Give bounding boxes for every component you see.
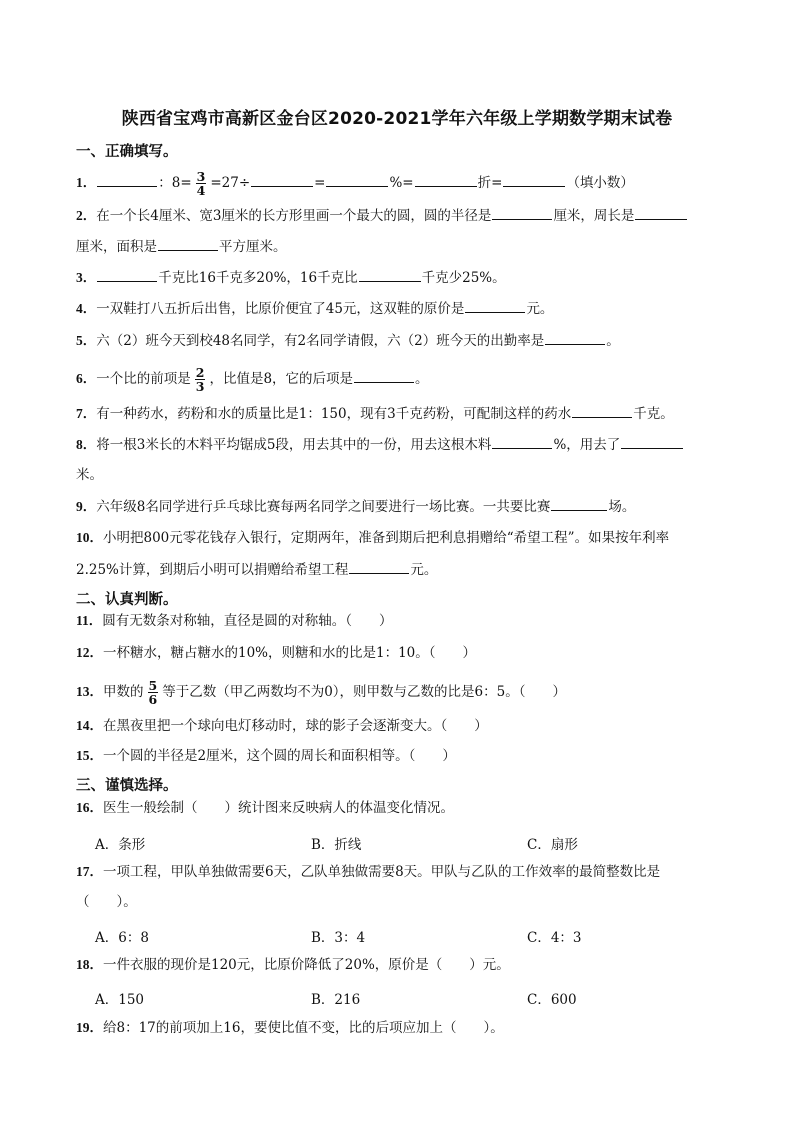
question-number: 13． bbox=[76, 684, 103, 699]
question-number: 8． bbox=[76, 437, 97, 452]
fraction: $\frac{3}{4}$ bbox=[196, 169, 206, 198]
question-number: 19． bbox=[76, 1020, 103, 1035]
question-text: 一件衣服的现价是120元，比原价降低了20%，原价是（ ）元。 bbox=[103, 957, 510, 973]
question-text: ，比值是8，它的后项是 bbox=[209, 371, 354, 387]
answer-blank[interactable] bbox=[158, 237, 218, 251]
question-16 bbox=[76, 798, 751, 818]
question-13 bbox=[76, 679, 751, 706]
question-text: 2.25%计算，到期后小明可以捐赠给希望工程 bbox=[76, 562, 349, 578]
question-text: 一个圆的半径是2厘米，这个圆的周长和面积相等。（ ） bbox=[103, 748, 456, 764]
answer-blank[interactable] bbox=[97, 268, 157, 282]
answer-blank[interactable] bbox=[415, 173, 477, 187]
answer-blank[interactable] bbox=[551, 497, 607, 511]
question-text: 一双鞋打八五折后出售，比原价便宜了45元，这双鞋的原价是 bbox=[96, 301, 465, 317]
answer-blank[interactable] bbox=[97, 173, 157, 187]
answer-blank[interactable] bbox=[492, 206, 552, 220]
question-text: 元。 bbox=[526, 301, 554, 317]
question-text: 。 bbox=[415, 371, 429, 387]
question-17 bbox=[76, 862, 751, 882]
question-text: 将一根3米长的木料平均锯成5段，用去其中的一份，用去这根木料 bbox=[96, 437, 492, 453]
question-text: 米。 bbox=[76, 467, 103, 483]
question-number: 14． bbox=[76, 718, 103, 733]
option-b[interactable]: B．216 bbox=[311, 992, 361, 1008]
question-10 bbox=[76, 528, 751, 548]
answer-blank[interactable] bbox=[465, 299, 525, 313]
question-number: 3． bbox=[76, 270, 97, 285]
question-text: ：8= bbox=[158, 175, 192, 191]
answer-blank[interactable] bbox=[572, 404, 632, 418]
question-18 bbox=[76, 955, 751, 975]
question-text: 医生一般绘制（ ）统计图来反映病人的体温变化情况。 bbox=[103, 800, 454, 816]
question-text: 场。 bbox=[608, 499, 636, 515]
question-2 bbox=[76, 206, 751, 226]
answer-blank[interactable] bbox=[621, 435, 683, 449]
question-number: 1． bbox=[76, 175, 97, 190]
question-number: 18． bbox=[76, 957, 103, 972]
question-text: 给8：17的前项加上16，要使比值不变，比的后项应加上（ ）。 bbox=[103, 1020, 504, 1036]
question-text: 折= bbox=[477, 175, 503, 191]
option-b[interactable]: B．折线 bbox=[311, 837, 362, 853]
question-17-cont bbox=[76, 892, 751, 912]
question-text: （ ）。 bbox=[76, 894, 137, 910]
question-text: 等于乙数（甲乙两数均不为0），则甲数与乙数的比是6：5。（ ） bbox=[162, 684, 566, 700]
question-text: 一杯糖水，糖占糖水的10%，则糖和水的比是1：10。（ ） bbox=[103, 645, 477, 661]
question-3 bbox=[76, 268, 751, 288]
question-12 bbox=[76, 643, 751, 663]
option-a[interactable]: A．6：8 bbox=[95, 930, 149, 946]
answer-blank[interactable] bbox=[545, 331, 605, 345]
question-text: %= bbox=[389, 175, 414, 191]
question-7 bbox=[76, 404, 751, 424]
option-c[interactable]: C．4：3 bbox=[527, 930, 582, 946]
answer-blank[interactable] bbox=[635, 206, 687, 220]
question-4 bbox=[76, 299, 751, 319]
question-6 bbox=[76, 366, 751, 393]
question-text: 一项工程，甲队单独做需要6天，乙队单独做需要8天。甲队与乙队的工作效率的最简整数比是 bbox=[103, 864, 661, 880]
question-9 bbox=[76, 497, 751, 517]
answer-blank[interactable] bbox=[326, 173, 388, 187]
section-heading-judge: 二、认真判断。 bbox=[76, 592, 178, 608]
question-text: 六（2）班今天到校48名同学，有2名同学请假，六（2）班今天的出勤率是 bbox=[96, 333, 545, 349]
question-number: 17． bbox=[76, 864, 103, 879]
question-text: 元。 bbox=[410, 562, 438, 578]
question-15 bbox=[76, 746, 751, 766]
question-text: 在黑夜里把一个球向电灯移动时，球的影子会逐渐变大。（ ） bbox=[103, 718, 488, 734]
question-text: 厘米，周长是 bbox=[553, 208, 635, 224]
question-2-cont bbox=[76, 237, 751, 257]
question-number: 15． bbox=[76, 748, 103, 763]
question-text: 千克。 bbox=[633, 406, 674, 422]
option-c[interactable]: C．600 bbox=[527, 992, 577, 1008]
question-number: 11． bbox=[76, 613, 103, 628]
exam-title: 陕西省宝鸡市高新区金台区2020-2021学年六年级上学期数学期末试卷 bbox=[121, 109, 673, 129]
question-14 bbox=[76, 716, 751, 736]
question-text: 六年级8名同学进行乒乓球比赛每两名同学之间要进行一场比赛。一共要比赛 bbox=[96, 499, 551, 515]
fraction: $\frac{2}{3}$ bbox=[195, 365, 205, 394]
question-number: 9． bbox=[76, 499, 97, 514]
answer-blank[interactable] bbox=[359, 268, 421, 282]
question-text: 甲数的 bbox=[103, 684, 144, 700]
answer-blank[interactable] bbox=[349, 560, 409, 574]
question-text: 厘米，面积是 bbox=[76, 239, 157, 255]
question-number: 6． bbox=[76, 371, 97, 386]
question-1 bbox=[76, 170, 751, 197]
question-number: 10． bbox=[76, 530, 103, 545]
question-text: （填小数） bbox=[566, 175, 634, 191]
section-heading-choice: 三、谨慎选择。 bbox=[76, 778, 178, 794]
question-10-cont bbox=[76, 560, 751, 580]
option-a[interactable]: A．条形 bbox=[95, 837, 146, 853]
question-8 bbox=[76, 435, 751, 455]
question-8-cont bbox=[76, 465, 751, 485]
fraction: $\frac{5}{6}$ bbox=[148, 678, 158, 707]
question-text: 平方厘米。 bbox=[219, 239, 287, 255]
answer-blank[interactable] bbox=[354, 369, 414, 383]
answer-blank[interactable] bbox=[251, 173, 313, 187]
question-5 bbox=[76, 331, 751, 351]
option-c[interactable]: C．扇形 bbox=[527, 837, 578, 853]
question-19 bbox=[76, 1018, 751, 1038]
question-text: 。 bbox=[606, 333, 620, 349]
question-text: 圆有无数条对称轴，直径是圆的对称轴。（ ） bbox=[102, 613, 393, 629]
option-b[interactable]: B．3：4 bbox=[311, 930, 366, 946]
question-text: 一个比的前项是 bbox=[96, 371, 191, 387]
question-number: 2． bbox=[76, 208, 97, 223]
question-11 bbox=[76, 611, 751, 631]
question-text: 有一种药水，药粉和水的质量比是1：150，现有3千克药粉，可配制这样的药水 bbox=[96, 406, 572, 422]
question-text: 小明把800元零花钱存入银行，定期两年，准备到期后把利息捐赠给“希望工程”。如果按年利率 bbox=[103, 530, 670, 546]
answer-blank[interactable] bbox=[492, 435, 552, 449]
question-number: 5． bbox=[76, 333, 97, 348]
question-text: %，用去了 bbox=[553, 437, 621, 453]
question-number: 16． bbox=[76, 800, 103, 815]
question-text: 千克比16千克多20%，16千克比 bbox=[158, 270, 358, 286]
question-text: 在一个长4厘米、宽3厘米的长方形里画一个最大的圆，圆的半径是 bbox=[96, 208, 492, 224]
question-text: =27÷ bbox=[210, 175, 251, 191]
answer-blank[interactable] bbox=[503, 173, 565, 187]
question-number: 12． bbox=[76, 645, 103, 660]
question-number: 4． bbox=[76, 301, 97, 316]
option-a[interactable]: A．150 bbox=[95, 992, 145, 1008]
question-text: = bbox=[314, 175, 326, 191]
section-heading-fill: 一、正确填写。 bbox=[76, 144, 178, 160]
question-text: 千克少25%。 bbox=[421, 270, 506, 286]
question-number: 7． bbox=[76, 406, 97, 421]
